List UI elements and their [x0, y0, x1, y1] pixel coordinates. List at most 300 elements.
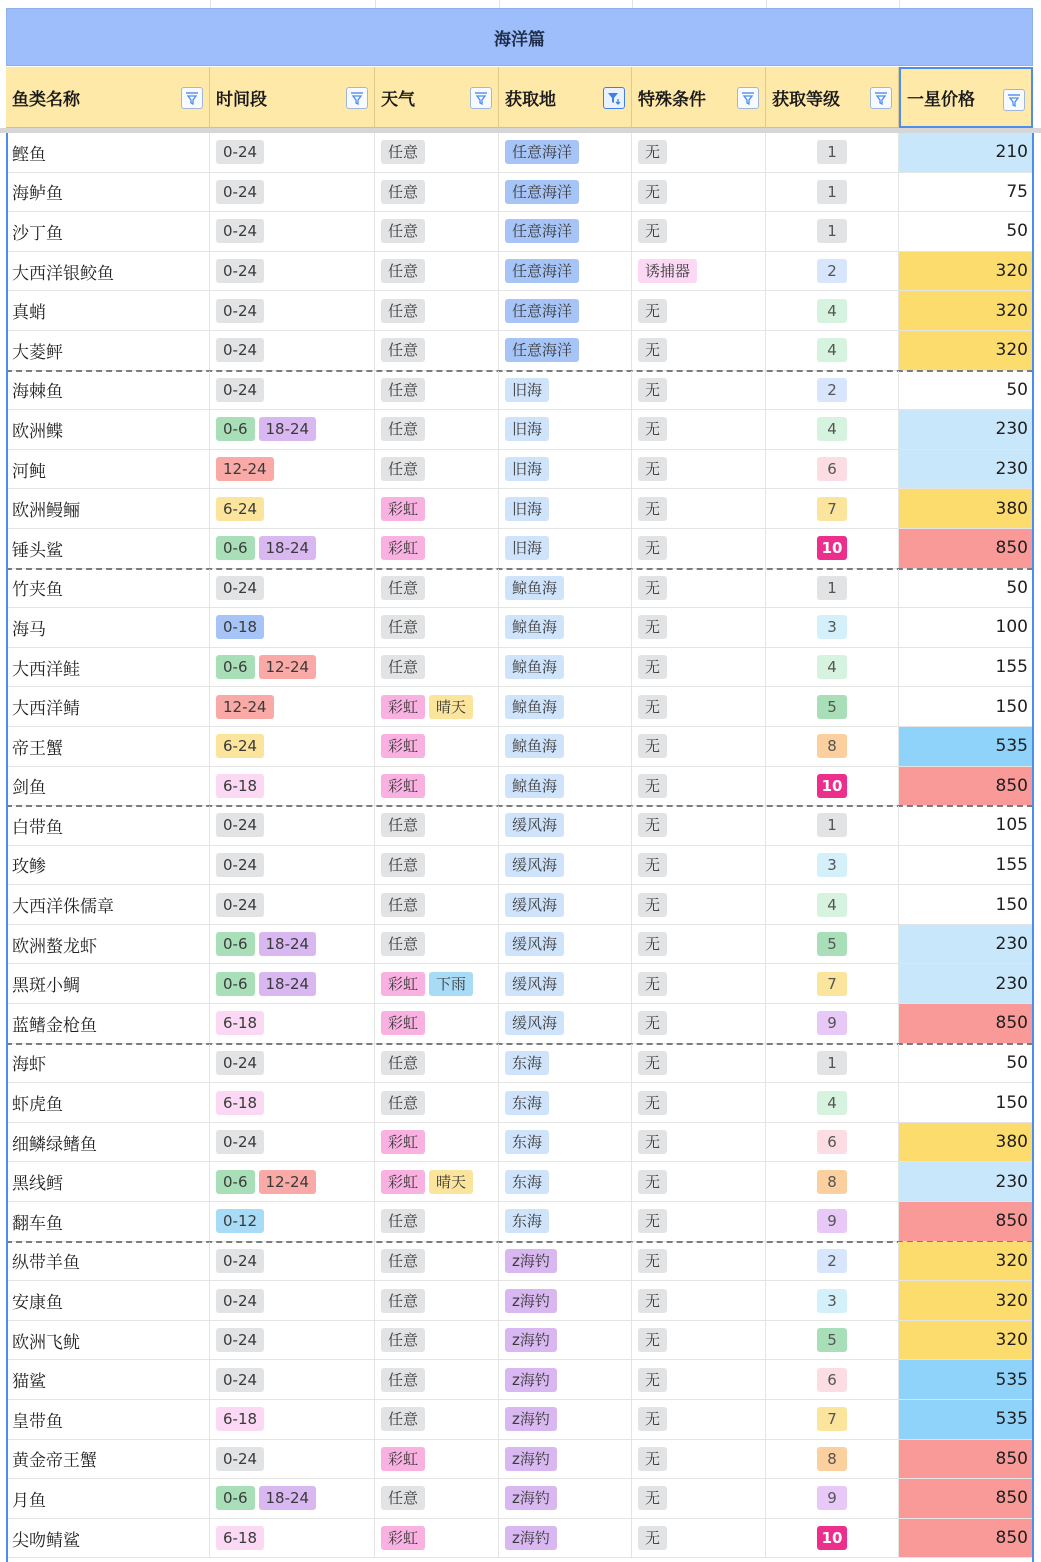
cell-place[interactable]: [499, 1400, 632, 1439]
table-row[interactable]: [6, 212, 1033, 252]
cell-price[interactable]: [899, 846, 1033, 885]
cell-price[interactable]: [899, 1400, 1033, 1439]
cell-place[interactable]: [499, 925, 632, 964]
cell-place[interactable]: [499, 1519, 632, 1558]
cell-place[interactable]: [499, 1004, 632, 1043]
cell-level[interactable]: [766, 1004, 899, 1043]
cell-place[interactable]: [499, 648, 632, 687]
cell-price[interactable]: [899, 291, 1033, 330]
table-row[interactable]: [6, 331, 1033, 371]
cell-level[interactable]: [766, 1479, 899, 1518]
cell-name[interactable]: [6, 806, 210, 845]
cell-name[interactable]: [6, 371, 210, 410]
table-row[interactable]: [6, 885, 1033, 925]
cell-name[interactable]: [6, 410, 210, 449]
cell-name[interactable]: [6, 846, 210, 885]
cell-level[interactable]: [766, 1044, 899, 1083]
cell-time[interactable]: [210, 885, 375, 924]
cell-time[interactable]: [210, 569, 375, 608]
cell-cond[interactable]: [632, 1083, 766, 1122]
cell-name[interactable]: [6, 1044, 210, 1083]
cell-price[interactable]: [899, 1440, 1033, 1479]
cell-weather[interactable]: [375, 964, 499, 1003]
cell-level[interactable]: [766, 1360, 899, 1399]
filter-active-icon[interactable]: [603, 87, 625, 109]
cell-price[interactable]: [899, 331, 1033, 370]
table-row[interactable]: [6, 1519, 1033, 1559]
cell-cond[interactable]: [632, 331, 766, 370]
table-row[interactable]: [6, 489, 1033, 529]
header-price[interactable]: [899, 67, 1033, 128]
cell-price[interactable]: [899, 1004, 1033, 1043]
cell-level[interactable]: [766, 925, 899, 964]
cell-weather[interactable]: [375, 1202, 499, 1241]
cell-place[interactable]: [499, 608, 632, 647]
cell-name[interactable]: [6, 1321, 210, 1360]
cell-place[interactable]: [499, 331, 632, 370]
cell-time[interactable]: [210, 252, 375, 291]
cell-time[interactable]: [210, 450, 375, 489]
table-row[interactable]: [6, 925, 1033, 965]
cell-place[interactable]: [499, 964, 632, 1003]
sheet-title[interactable]: 海洋篇: [6, 8, 1033, 66]
table-row[interactable]: [6, 410, 1033, 450]
cell-cond[interactable]: [632, 1519, 766, 1558]
cell-price[interactable]: [899, 371, 1033, 410]
cell-level[interactable]: [766, 173, 899, 212]
cell-weather[interactable]: [375, 1242, 499, 1281]
cell-weather[interactable]: [375, 608, 499, 647]
cell-level[interactable]: [766, 1440, 899, 1479]
cell-price[interactable]: [899, 1281, 1033, 1320]
cell-cond[interactable]: [632, 1360, 766, 1399]
table-row[interactable]: [6, 1123, 1033, 1163]
cell-level[interactable]: [766, 1123, 899, 1162]
cell-weather[interactable]: [375, 846, 499, 885]
cell-cond[interactable]: [632, 371, 766, 410]
cell-cond[interactable]: [632, 1242, 766, 1281]
cell-time[interactable]: [210, 925, 375, 964]
table-row[interactable]: [6, 173, 1033, 213]
cell-price[interactable]: [899, 569, 1033, 608]
table-row[interactable]: [6, 1004, 1033, 1044]
cell-place[interactable]: [499, 1202, 632, 1241]
table-row[interactable]: [6, 1321, 1033, 1361]
cell-time[interactable]: [210, 1123, 375, 1162]
cell-cond[interactable]: [632, 1281, 766, 1320]
cell-place[interactable]: [499, 806, 632, 845]
cell-price[interactable]: [899, 885, 1033, 924]
cell-weather[interactable]: [375, 1479, 499, 1518]
cell-cond[interactable]: [632, 767, 766, 806]
cell-weather[interactable]: [375, 291, 499, 330]
cell-level[interactable]: [766, 371, 899, 410]
cell-name[interactable]: [6, 1479, 210, 1518]
cell-price[interactable]: [899, 1083, 1033, 1122]
cell-price[interactable]: [899, 767, 1033, 806]
cell-weather[interactable]: [375, 727, 499, 766]
cell-place[interactable]: [499, 410, 632, 449]
cell-level[interactable]: [766, 608, 899, 647]
cell-name[interactable]: [6, 727, 210, 766]
cell-time[interactable]: [210, 608, 375, 647]
cell-level[interactable]: [766, 331, 899, 370]
cell-level[interactable]: [766, 1242, 899, 1281]
table-row[interactable]: [6, 608, 1033, 648]
cell-place[interactable]: [499, 569, 632, 608]
cell-level[interactable]: [766, 410, 899, 449]
cell-time[interactable]: [210, 529, 375, 568]
cell-cond[interactable]: [632, 846, 766, 885]
cell-time[interactable]: [210, 489, 375, 528]
cell-place[interactable]: [499, 1440, 632, 1479]
table-row[interactable]: [6, 727, 1033, 767]
cell-name[interactable]: [6, 608, 210, 647]
cell-place[interactable]: [499, 212, 632, 251]
cell-level[interactable]: [766, 727, 899, 766]
cell-weather[interactable]: [375, 371, 499, 410]
cell-place[interactable]: [499, 252, 632, 291]
cell-place[interactable]: [499, 1242, 632, 1281]
cell-level[interactable]: [766, 806, 899, 845]
cell-name[interactable]: [6, 450, 210, 489]
table-row[interactable]: [6, 1242, 1033, 1282]
cell-level[interactable]: [766, 964, 899, 1003]
header-time[interactable]: [210, 67, 375, 128]
cell-price[interactable]: [899, 964, 1033, 1003]
cell-place[interactable]: [499, 173, 632, 212]
table-row[interactable]: [6, 1083, 1033, 1123]
cell-weather[interactable]: [375, 1360, 499, 1399]
cell-cond[interactable]: [632, 252, 766, 291]
cell-cond[interactable]: [632, 727, 766, 766]
cell-weather[interactable]: [375, 806, 499, 845]
cell-price[interactable]: [899, 1321, 1033, 1360]
cell-place[interactable]: [499, 1044, 632, 1083]
cell-weather[interactable]: [375, 1400, 499, 1439]
cell-level[interactable]: [766, 1162, 899, 1201]
cell-weather[interactable]: [375, 1281, 499, 1320]
cell-time[interactable]: [210, 133, 375, 172]
cell-place[interactable]: [499, 1123, 632, 1162]
cell-cond[interactable]: [632, 410, 766, 449]
cell-name[interactable]: [6, 925, 210, 964]
cell-cond[interactable]: [632, 1400, 766, 1439]
table-row[interactable]: [6, 252, 1033, 292]
cell-time[interactable]: [210, 291, 375, 330]
cell-time[interactable]: [210, 371, 375, 410]
cell-name[interactable]: [6, 133, 210, 172]
cell-cond[interactable]: [632, 1044, 766, 1083]
cell-place[interactable]: [499, 1479, 632, 1518]
filter-icon[interactable]: [737, 87, 759, 109]
table-row[interactable]: [6, 1360, 1033, 1400]
header-weather[interactable]: [375, 67, 499, 128]
cell-place[interactable]: [499, 133, 632, 172]
cell-name[interactable]: [6, 529, 210, 568]
cell-weather[interactable]: [375, 1440, 499, 1479]
cell-name[interactable]: [6, 569, 210, 608]
cell-place[interactable]: [499, 1321, 632, 1360]
cell-cond[interactable]: [632, 1202, 766, 1241]
cell-cond[interactable]: [632, 489, 766, 528]
cell-cond[interactable]: [632, 569, 766, 608]
cell-place[interactable]: [499, 846, 632, 885]
cell-time[interactable]: [210, 964, 375, 1003]
cell-price[interactable]: [899, 252, 1033, 291]
cell-price[interactable]: [899, 925, 1033, 964]
cell-weather[interactable]: [375, 331, 499, 370]
header-place[interactable]: [499, 67, 632, 128]
cell-time[interactable]: [210, 212, 375, 251]
cell-cond[interactable]: [632, 291, 766, 330]
cell-time[interactable]: [210, 1004, 375, 1043]
cell-place[interactable]: [499, 1360, 632, 1399]
cell-price[interactable]: [899, 173, 1033, 212]
cell-weather[interactable]: [375, 489, 499, 528]
cell-place[interactable]: [499, 767, 632, 806]
cell-time[interactable]: [210, 648, 375, 687]
table-row[interactable]: [6, 1044, 1033, 1084]
cell-weather[interactable]: [375, 687, 499, 726]
cell-time[interactable]: [210, 1360, 375, 1399]
cell-price[interactable]: [899, 1360, 1033, 1399]
cell-place[interactable]: [499, 291, 632, 330]
cell-name[interactable]: [6, 1242, 210, 1281]
cell-price[interactable]: [899, 1242, 1033, 1281]
cell-weather[interactable]: [375, 1519, 499, 1558]
cell-level[interactable]: [766, 1083, 899, 1122]
cell-level[interactable]: [766, 1202, 899, 1241]
cell-weather[interactable]: [375, 1083, 499, 1122]
cell-weather[interactable]: [375, 1123, 499, 1162]
cell-name[interactable]: [6, 291, 210, 330]
cell-weather[interactable]: [375, 569, 499, 608]
cell-weather[interactable]: [375, 885, 499, 924]
table-row[interactable]: [6, 1281, 1033, 1321]
table-row[interactable]: [6, 1479, 1033, 1519]
header-cond[interactable]: [632, 67, 766, 128]
cell-place[interactable]: [499, 489, 632, 528]
cell-price[interactable]: [899, 1479, 1033, 1518]
cell-price[interactable]: [899, 1202, 1033, 1241]
cell-level[interactable]: [766, 133, 899, 172]
cell-cond[interactable]: [632, 212, 766, 251]
cell-time[interactable]: [210, 1479, 375, 1518]
cell-price[interactable]: [899, 806, 1033, 845]
table-row[interactable]: [6, 1440, 1033, 1480]
cell-level[interactable]: [766, 1400, 899, 1439]
table-row[interactable]: [6, 648, 1033, 688]
cell-name[interactable]: [6, 1083, 210, 1122]
cell-name[interactable]: [6, 1281, 210, 1320]
cell-time[interactable]: [210, 410, 375, 449]
cell-level[interactable]: [766, 1321, 899, 1360]
cell-weather[interactable]: [375, 252, 499, 291]
cell-name[interactable]: [6, 767, 210, 806]
cell-weather[interactable]: [375, 1162, 499, 1201]
cell-price[interactable]: [899, 1162, 1033, 1201]
cell-place[interactable]: [499, 727, 632, 766]
cell-cond[interactable]: [632, 648, 766, 687]
cell-level[interactable]: [766, 529, 899, 568]
cell-level[interactable]: [766, 212, 899, 251]
cell-time[interactable]: [210, 1044, 375, 1083]
cell-place[interactable]: [499, 1083, 632, 1122]
cell-name[interactable]: [6, 1360, 210, 1399]
filter-icon[interactable]: [346, 87, 368, 109]
cell-cond[interactable]: [632, 1479, 766, 1518]
cell-name[interactable]: [6, 687, 210, 726]
cell-time[interactable]: [210, 806, 375, 845]
cell-name[interactable]: [6, 1440, 210, 1479]
cell-price[interactable]: [899, 450, 1033, 489]
cell-price[interactable]: [899, 1044, 1033, 1083]
table-row[interactable]: [6, 846, 1033, 886]
cell-price[interactable]: [899, 529, 1033, 568]
cell-time[interactable]: [210, 1202, 375, 1241]
filter-icon[interactable]: [870, 87, 892, 109]
table-row[interactable]: [6, 569, 1033, 609]
cell-weather[interactable]: [375, 1321, 499, 1360]
cell-price[interactable]: [899, 133, 1033, 172]
header-level[interactable]: [766, 67, 899, 128]
cell-cond[interactable]: [632, 925, 766, 964]
table-row[interactable]: [6, 371, 1033, 411]
cell-level[interactable]: [766, 489, 899, 528]
cell-time[interactable]: [210, 1281, 375, 1320]
cell-time[interactable]: [210, 1162, 375, 1201]
cell-place[interactable]: [499, 1162, 632, 1201]
cell-level[interactable]: [766, 885, 899, 924]
cell-name[interactable]: [6, 1162, 210, 1201]
cell-cond[interactable]: [632, 608, 766, 647]
cell-place[interactable]: [499, 687, 632, 726]
cell-name[interactable]: [6, 212, 210, 251]
cell-time[interactable]: [210, 767, 375, 806]
cell-place[interactable]: [499, 1281, 632, 1320]
filter-icon[interactable]: [470, 87, 492, 109]
cell-name[interactable]: [6, 1519, 210, 1558]
table-row[interactable]: [6, 767, 1033, 807]
cell-time[interactable]: [210, 1519, 375, 1558]
cell-price[interactable]: [899, 410, 1033, 449]
cell-price[interactable]: [899, 608, 1033, 647]
header-name[interactable]: [6, 67, 210, 128]
filter-icon[interactable]: [1003, 89, 1025, 111]
cell-weather[interactable]: [375, 529, 499, 568]
cell-name[interactable]: [6, 1123, 210, 1162]
cell-cond[interactable]: [632, 806, 766, 845]
cell-level[interactable]: [766, 1281, 899, 1320]
cell-time[interactable]: [210, 1321, 375, 1360]
table-row[interactable]: [6, 687, 1033, 727]
cell-name[interactable]: [6, 1400, 210, 1439]
cell-name[interactable]: [6, 173, 210, 212]
cell-weather[interactable]: [375, 212, 499, 251]
cell-level[interactable]: [766, 1519, 899, 1558]
table-row[interactable]: [6, 1162, 1033, 1202]
cell-cond[interactable]: [632, 687, 766, 726]
cell-time[interactable]: [210, 727, 375, 766]
cell-cond[interactable]: [632, 885, 766, 924]
cell-weather[interactable]: [375, 767, 499, 806]
cell-time[interactable]: [210, 1083, 375, 1122]
cell-time[interactable]: [210, 1440, 375, 1479]
cell-level[interactable]: [766, 291, 899, 330]
cell-weather[interactable]: [375, 1004, 499, 1043]
cell-cond[interactable]: [632, 1321, 766, 1360]
table-row[interactable]: [6, 133, 1033, 173]
cell-weather[interactable]: [375, 173, 499, 212]
cell-weather[interactable]: [375, 410, 499, 449]
cell-level[interactable]: [766, 687, 899, 726]
cell-time[interactable]: [210, 1400, 375, 1439]
cell-level[interactable]: [766, 252, 899, 291]
cell-price[interactable]: [899, 687, 1033, 726]
cell-weather[interactable]: [375, 648, 499, 687]
cell-cond[interactable]: [632, 1123, 766, 1162]
cell-time[interactable]: [210, 1242, 375, 1281]
table-row[interactable]: [6, 964, 1033, 1004]
cell-place[interactable]: [499, 885, 632, 924]
cell-level[interactable]: [766, 846, 899, 885]
cell-level[interactable]: [766, 569, 899, 608]
table-row[interactable]: [6, 291, 1033, 331]
table-row[interactable]: [6, 806, 1033, 846]
cell-name[interactable]: [6, 489, 210, 528]
cell-cond[interactable]: [632, 964, 766, 1003]
table-row[interactable]: [6, 450, 1033, 490]
cell-time[interactable]: [210, 687, 375, 726]
cell-time[interactable]: [210, 331, 375, 370]
cell-place[interactable]: [499, 371, 632, 410]
cell-name[interactable]: [6, 885, 210, 924]
cell-price[interactable]: [899, 727, 1033, 766]
cell-level[interactable]: [766, 648, 899, 687]
cell-level[interactable]: [766, 450, 899, 489]
cell-time[interactable]: [210, 173, 375, 212]
cell-weather[interactable]: [375, 450, 499, 489]
cell-weather[interactable]: [375, 133, 499, 172]
cell-cond[interactable]: [632, 1004, 766, 1043]
cell-price[interactable]: [899, 212, 1033, 251]
cell-name[interactable]: [6, 252, 210, 291]
cell-name[interactable]: [6, 648, 210, 687]
table-row[interactable]: [6, 1400, 1033, 1440]
filter-icon[interactable]: [181, 87, 203, 109]
cell-name[interactable]: [6, 331, 210, 370]
cell-name[interactable]: [6, 1004, 210, 1043]
cell-level[interactable]: [766, 767, 899, 806]
cell-place[interactable]: [499, 450, 632, 489]
cell-weather[interactable]: [375, 925, 499, 964]
cell-place[interactable]: [499, 529, 632, 568]
cell-name[interactable]: [6, 1202, 210, 1241]
cell-cond[interactable]: [632, 450, 766, 489]
table-row[interactable]: [6, 1202, 1033, 1242]
cell-cond[interactable]: [632, 1440, 766, 1479]
cell-weather[interactable]: [375, 1044, 499, 1083]
cell-cond[interactable]: [632, 173, 766, 212]
cell-time[interactable]: [210, 846, 375, 885]
cell-name[interactable]: [6, 964, 210, 1003]
cell-price[interactable]: [899, 648, 1033, 687]
cell-cond[interactable]: [632, 529, 766, 568]
cell-price[interactable]: [899, 1123, 1033, 1162]
cell-cond[interactable]: [632, 133, 766, 172]
table-row[interactable]: [6, 529, 1033, 569]
